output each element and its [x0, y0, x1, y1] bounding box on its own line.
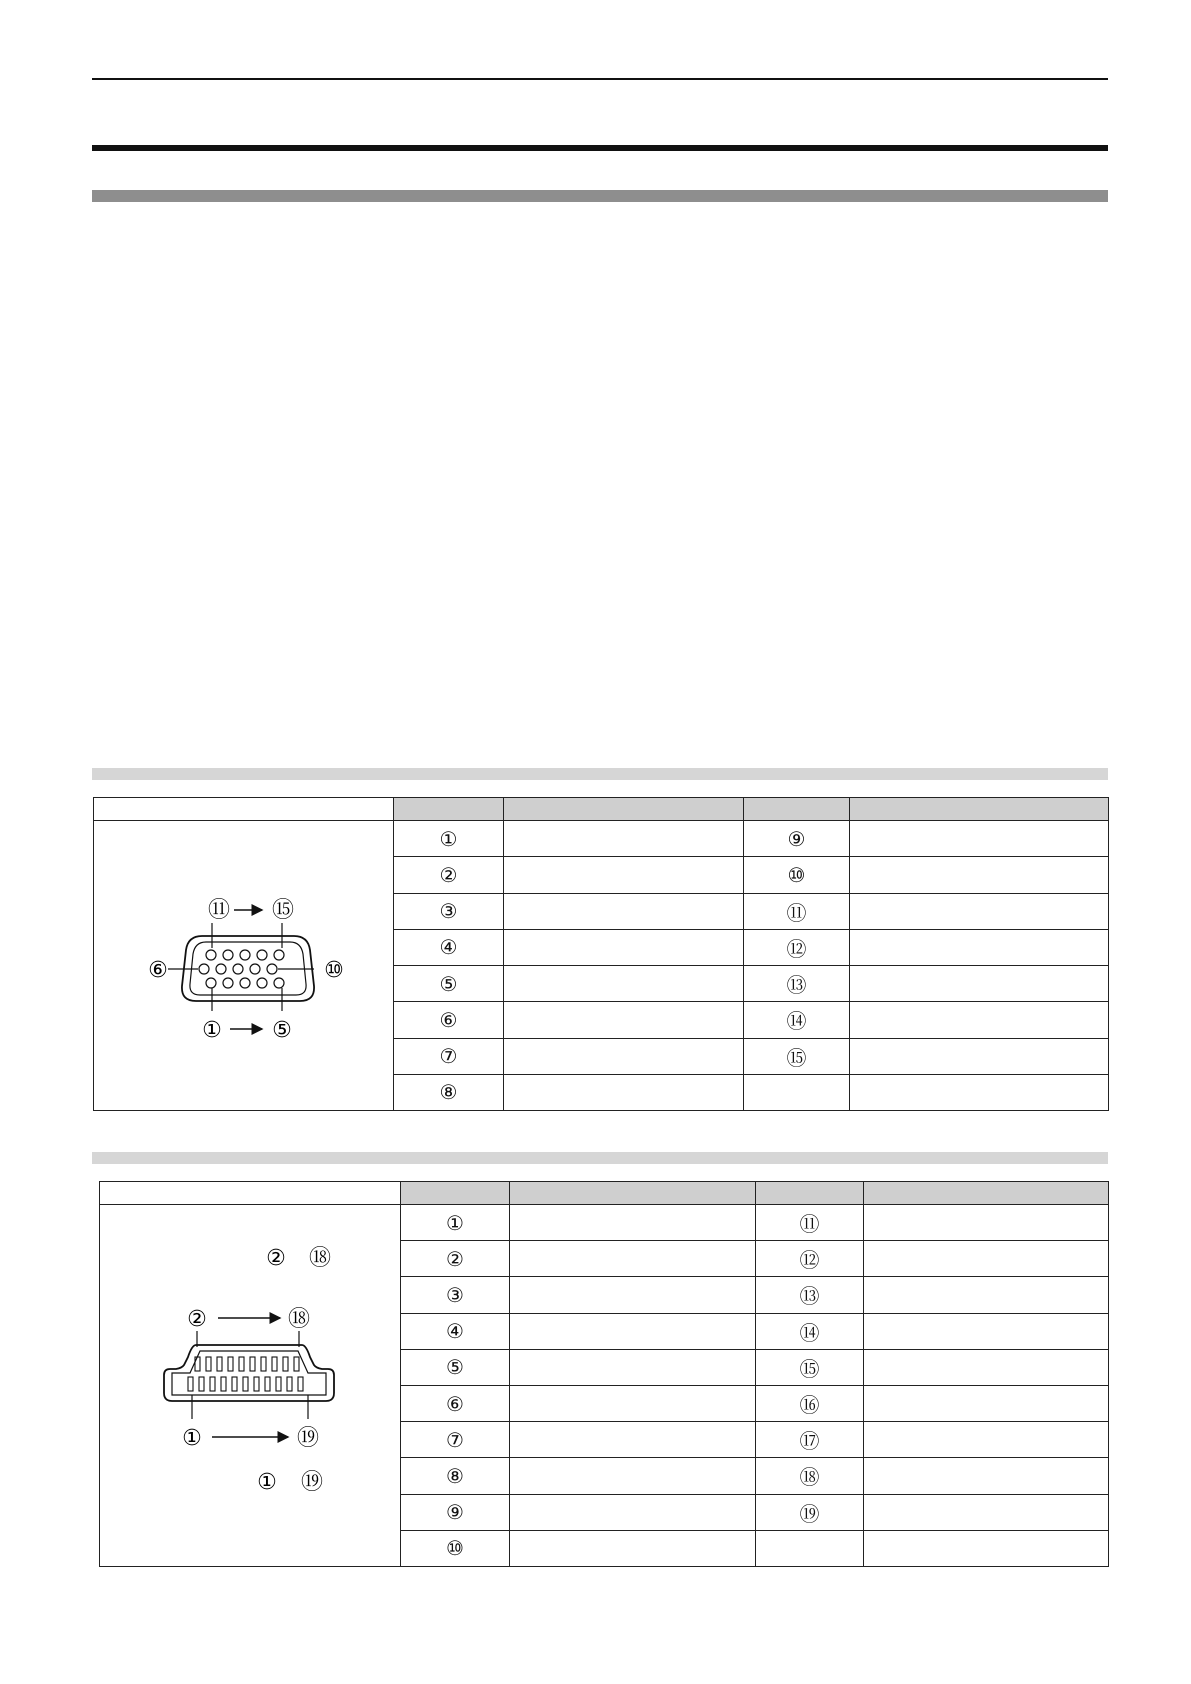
pin-signal [850, 857, 1109, 893]
pin-signal [864, 1313, 1109, 1349]
pin-signal [510, 1313, 756, 1349]
pin-signal [850, 929, 1109, 965]
pin-number: ⑧ [394, 1074, 504, 1110]
pin-number: ⑦ [394, 1038, 504, 1074]
hdmi-pins [188, 1357, 303, 1391]
pin-signal [864, 1205, 1109, 1241]
pin-signal [864, 1422, 1109, 1458]
pin-number: ② [401, 1241, 510, 1277]
pin-number [756, 1530, 864, 1566]
pin-number: ② [394, 857, 504, 893]
title-rule [92, 145, 1108, 151]
pin-signal [864, 1349, 1109, 1385]
pin-number: ⑦ [401, 1422, 510, 1458]
vga-pin-holes [199, 950, 284, 988]
table-header-row [100, 1182, 1109, 1205]
pin-number: ⑩ [401, 1530, 510, 1566]
table-header-row [94, 798, 1109, 821]
section-rule [92, 190, 1108, 202]
header-cell [744, 798, 850, 821]
pin-signal [850, 893, 1109, 929]
pin-number: ⑫ [756, 1241, 864, 1277]
table-row [94, 821, 1109, 857]
pin-signal [510, 1349, 756, 1385]
pin-signal [850, 1074, 1109, 1110]
pin-number: ④ [401, 1313, 510, 1349]
hdmi-pin-table [99, 1181, 1109, 1567]
pin-number: ⑲ [756, 1494, 864, 1530]
pin-number: ⑪ [744, 893, 850, 929]
pin-number: ⑥ [401, 1385, 510, 1421]
vga-connector-illustration [94, 821, 394, 1105]
header-cell [401, 1182, 510, 1205]
label-pin-11: ⑪ [207, 898, 231, 923]
label-pin-15: ⑮ [271, 898, 295, 923]
pin-signal [850, 966, 1109, 1002]
label-pin-6: ⑥ [148, 958, 168, 983]
vga-connector-diagram [94, 821, 394, 1111]
pin-signal [864, 1530, 1109, 1566]
label-pin-19: ⑲ [296, 1426, 320, 1451]
pin-number: ⑮ [744, 1038, 850, 1074]
note-pin-19: ⑲ [300, 1470, 324, 1495]
pin-number: ④ [394, 929, 504, 965]
pin-signal [864, 1458, 1109, 1494]
hdmi-connector-illustration [100, 1205, 401, 1561]
header-cell [394, 798, 504, 821]
pin-number: ⑨ [744, 821, 850, 857]
pin-signal [510, 1241, 756, 1277]
pin-signal [504, 857, 744, 893]
pin-signal [864, 1277, 1109, 1313]
pin-number [744, 1074, 850, 1110]
pin-signal [510, 1385, 756, 1421]
pin-signal [850, 1002, 1109, 1038]
pin-signal [510, 1494, 756, 1530]
pin-number: ⑭ [744, 1002, 850, 1038]
pin-number: ⑬ [756, 1277, 864, 1313]
header-cell [504, 798, 744, 821]
pin-number: ⑰ [756, 1422, 864, 1458]
pin-number: ⑨ [401, 1494, 510, 1530]
label-pin-1: ① [182, 1426, 202, 1451]
note-pin-1: ① [257, 1470, 277, 1495]
pin-number: ⑬ [744, 966, 850, 1002]
header-rule [92, 78, 1108, 80]
pin-signal [510, 1205, 756, 1241]
pin-signal [510, 1422, 756, 1458]
pin-signal [510, 1458, 756, 1494]
pin-number: ⑯ [756, 1385, 864, 1421]
pin-number: ⑫ [744, 929, 850, 965]
hdmi-connector-diagram [100, 1205, 401, 1567]
header-cell [510, 1182, 756, 1205]
pin-signal [864, 1494, 1109, 1530]
pin-signal [864, 1241, 1109, 1277]
pin-number: ① [394, 821, 504, 857]
header-cell [850, 798, 1109, 821]
header-cell [864, 1182, 1109, 1205]
pin-number: ① [401, 1205, 510, 1241]
pin-signal [504, 821, 744, 857]
label-pin-10: ⑩ [324, 958, 344, 983]
pin-number: ⑱ [756, 1458, 864, 1494]
pin-signal [504, 1038, 744, 1074]
header-cell [756, 1182, 864, 1205]
pin-signal [510, 1277, 756, 1313]
pin-number: ⑪ [756, 1205, 864, 1241]
label-pin-18: ⑱ [287, 1307, 311, 1332]
vga-section-band [92, 768, 1108, 780]
pin-number: ⑧ [401, 1458, 510, 1494]
pin-number: ⑤ [394, 966, 504, 1002]
pin-signal [504, 929, 744, 965]
pin-number: ③ [394, 893, 504, 929]
hdmi-section-band [92, 1152, 1108, 1164]
pin-number: ⑭ [756, 1313, 864, 1349]
label-pin-2: ② [187, 1307, 207, 1332]
pin-signal [850, 821, 1109, 857]
pin-signal [504, 966, 744, 1002]
pin-signal [504, 1074, 744, 1110]
pin-signal [864, 1385, 1109, 1421]
note-pin-2: ② [266, 1246, 286, 1271]
pin-signal [504, 893, 744, 929]
pin-number: ⑩ [744, 857, 850, 893]
header-cell [100, 1182, 401, 1205]
table-row [100, 1205, 1109, 1241]
pin-signal [510, 1530, 756, 1566]
header-cell [94, 798, 394, 821]
pin-signal [850, 1038, 1109, 1074]
pin-number: ⑮ [756, 1349, 864, 1385]
vga-pin-table [93, 797, 1109, 1111]
label-pin-5: ⑤ [272, 1018, 292, 1043]
note-pin-18: ⑱ [308, 1246, 332, 1271]
pin-number: ⑤ [401, 1349, 510, 1385]
pin-number: ③ [401, 1277, 510, 1313]
pin-number: ⑥ [394, 1002, 504, 1038]
label-pin-1: ① [202, 1018, 222, 1043]
pin-signal [504, 1002, 744, 1038]
